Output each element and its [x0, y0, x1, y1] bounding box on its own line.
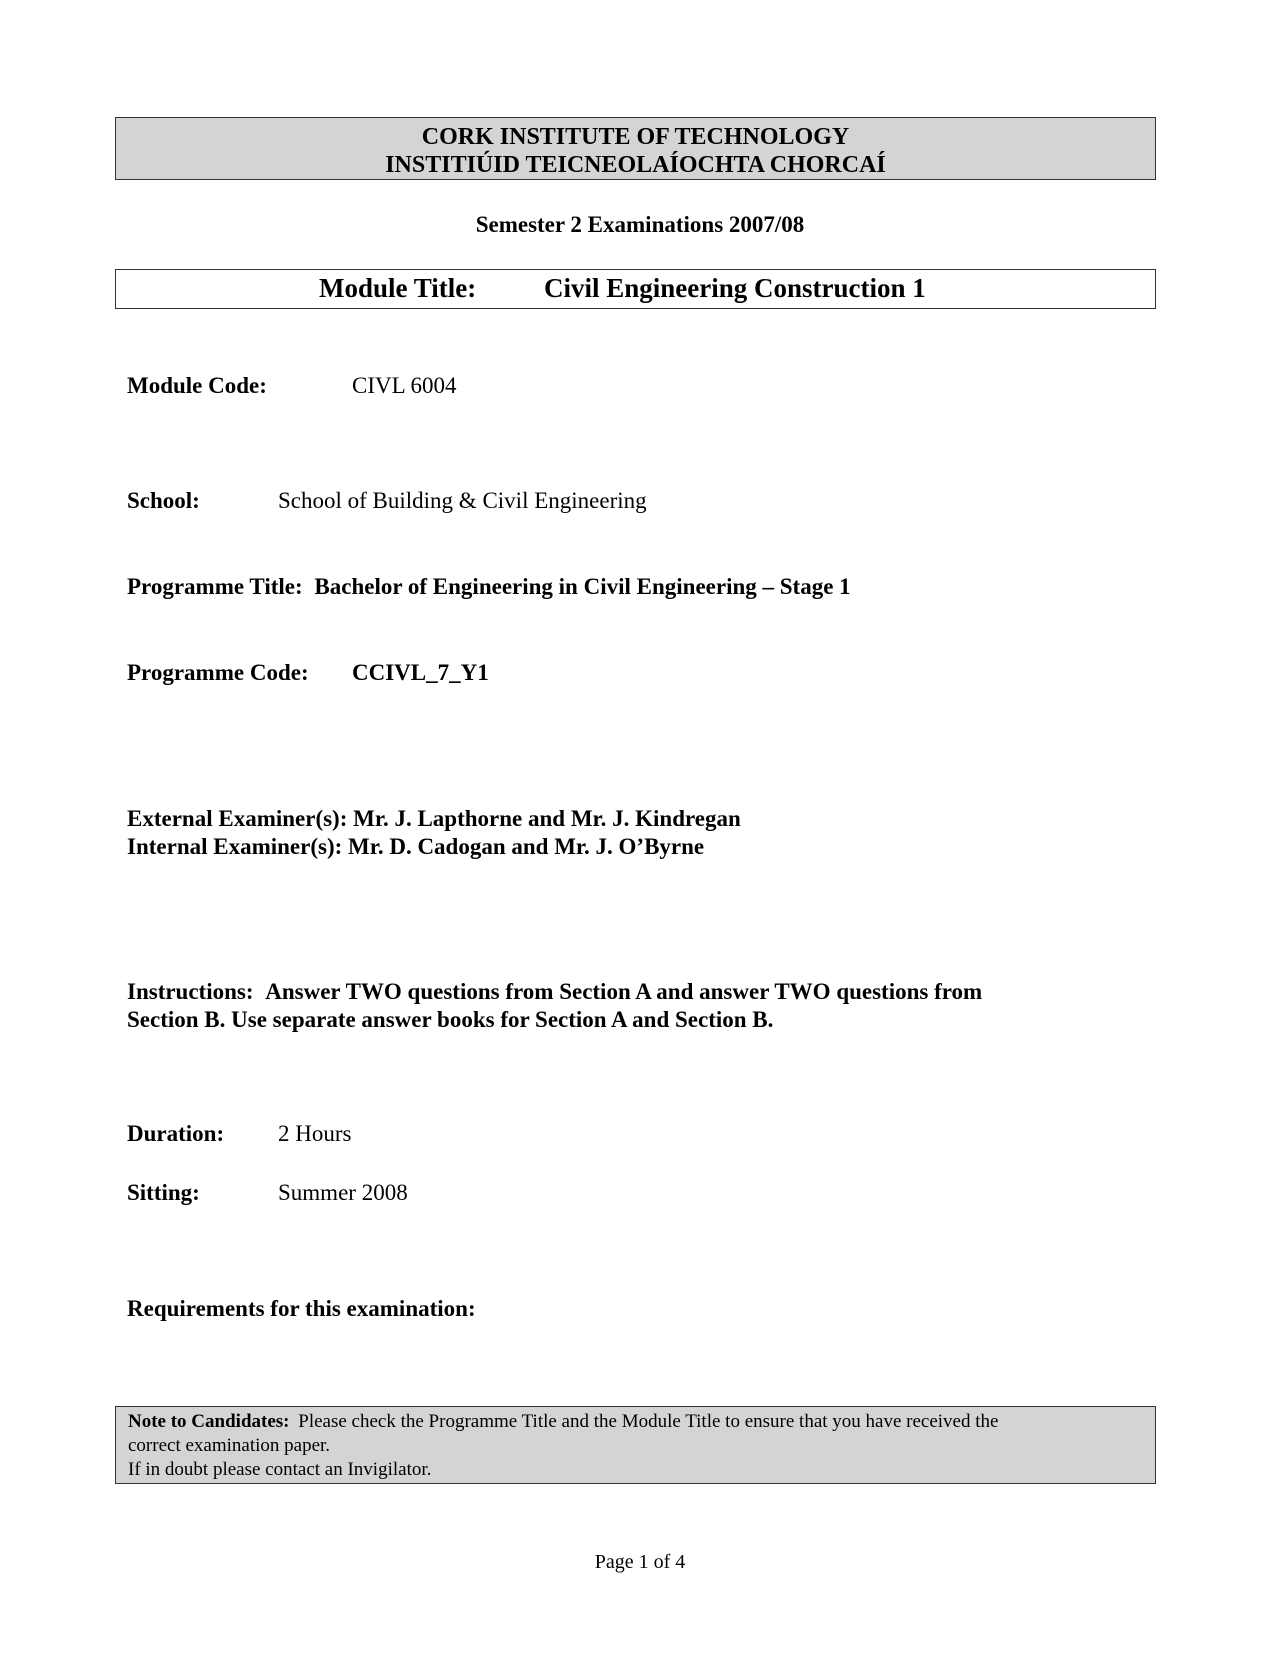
semester-heading: Semester 2 Examinations 2007/08 — [475, 212, 805, 237]
school-value: School of Building & Civil Engineering — [278, 488, 647, 513]
programme-title-row — [127, 574, 851, 600]
internal-examiners — [127, 833, 741, 861]
internal-examiners-label: Internal Examiner(s): — [127, 834, 343, 859]
note-text-3: If in doubt please contact an Invigilator. — [128, 1459, 432, 1480]
instructions-block — [127, 978, 982, 1034]
sitting-value: Summer 2008 — [278, 1180, 408, 1205]
duration-value: 2 Hours — [278, 1121, 352, 1146]
instructions-line-2: Section B. Use separate answer books for Section A and Section B. — [127, 1007, 774, 1032]
module-title-box — [115, 269, 1156, 309]
school-label: School: — [127, 488, 200, 513]
institute-name-irish: INSTITIÚID TEICNEOLAÍOCHTA CHORCAÍ — [385, 152, 886, 178]
instructions-label: Instructions: — [127, 979, 254, 1004]
programme-title-value: Bachelor of Engineering in Civil Engineering – Stage 1 — [314, 574, 851, 599]
external-examiners-label: External Examiner(s): — [127, 806, 348, 831]
external-examiners — [127, 805, 741, 833]
external-examiners-value: Mr. J. Lapthorne and Mr. J. Kindregan — [353, 806, 741, 831]
instructions-line-1: Answer TWO questions from Section A and answer TWO questions from — [265, 979, 983, 1004]
note-text-2: correct examination paper. — [128, 1435, 331, 1456]
programme-code-value: CCIVL_7_Y1 — [352, 660, 489, 685]
module-code-value: CIVL 6004 — [352, 373, 457, 398]
examiners-block — [127, 805, 741, 861]
institute-header — [115, 117, 1156, 180]
internal-examiners-value: Mr. D. Cadogan and Mr. J. O’Byrne — [348, 834, 705, 859]
module-code-label: Module Code: — [127, 373, 267, 398]
note-text-1: Please check the Programme Title and the Module Title to ensure that you have received the — [298, 1411, 999, 1432]
institute-name-english: CORK INSTITUTE OF TECHNOLOGY — [421, 124, 850, 150]
programme-code-label: Programme Code: — [127, 660, 309, 685]
module-title-value: Civil Engineering Construction 1 — [544, 273, 926, 303]
programme-title-label: Programme Title: — [127, 574, 303, 599]
page-number: Page 1 of 4 — [594, 1551, 686, 1573]
note-label: Note to Candidates: — [128, 1411, 290, 1432]
note-to-candidates-box — [115, 1406, 1156, 1484]
duration-label: Duration: — [127, 1121, 225, 1146]
requirements-heading: Requirements for this examination: — [127, 1296, 476, 1321]
module-title-label: Module Title: — [319, 273, 477, 303]
sitting-label: Sitting: — [127, 1180, 200, 1205]
